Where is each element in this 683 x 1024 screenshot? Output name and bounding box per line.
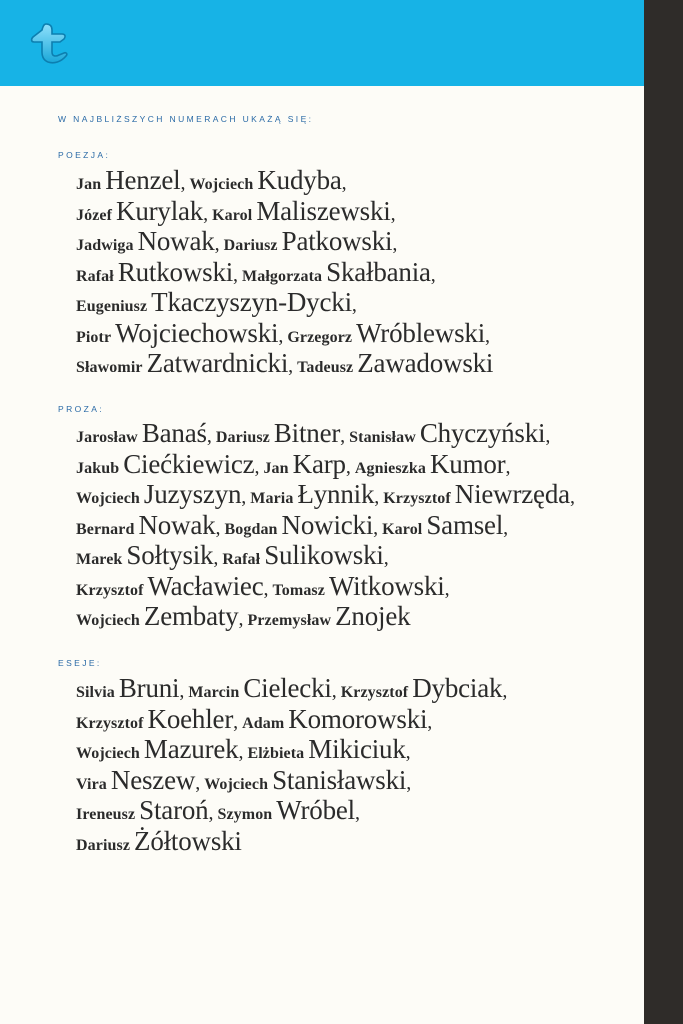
author-line	[76, 165, 640, 196]
author-last-name: Cielecki	[243, 673, 332, 703]
author-first-name: Adam	[242, 714, 285, 732]
author-first-name: Jan	[263, 459, 289, 477]
author-last-name: Henzel	[105, 165, 181, 195]
author-line	[76, 196, 640, 227]
author-first-name: Małgorzata	[242, 267, 323, 285]
author-first-name: Marcin	[188, 684, 240, 701]
name-separator: ,	[238, 608, 244, 630]
author-last-name: Zatwardnicki	[146, 348, 289, 378]
author-first-name: Maria	[250, 490, 294, 507]
author-last-name: Zawadowski	[357, 348, 494, 378]
name-separator: ,	[405, 741, 411, 763]
author-first-name: Marek	[76, 551, 123, 568]
author-last-name: Mikiciuk	[308, 734, 406, 764]
name-separator: ,	[179, 680, 185, 702]
author-line	[76, 734, 640, 765]
name-separator: ,	[233, 263, 239, 286]
author-line	[76, 418, 640, 449]
author-line	[76, 479, 640, 510]
author-first-name: Vira	[76, 775, 107, 793]
author-first-name: Wojciech	[189, 176, 254, 193]
author-first-name: Tadeusz	[297, 359, 354, 376]
author-last-name: Kumor	[429, 448, 506, 479]
author-first-name: Jarosław	[76, 429, 138, 446]
author-last-name: Patkowski	[281, 226, 393, 256]
author-line	[76, 571, 640, 602]
name-separator: ,	[254, 455, 260, 478]
author-last-name: Sulikowski	[264, 540, 384, 570]
author-first-name: Dariusz	[223, 237, 278, 254]
name-separator: ,	[238, 741, 244, 763]
name-separator: ,	[208, 802, 214, 824]
author-list	[76, 418, 640, 632]
name-separator: ,	[427, 710, 433, 733]
author-last-name: Karp	[292, 448, 346, 479]
name-separator: ,	[206, 425, 212, 447]
author-line	[76, 257, 640, 288]
name-separator: ,	[373, 516, 379, 539]
author-last-name: Bruni	[118, 673, 180, 703]
section-label: ESEJE:	[58, 658, 102, 668]
name-separator: ,	[215, 516, 221, 539]
author-last-name: Witkowski	[328, 570, 445, 601]
section-label: POEZJA:	[58, 150, 111, 160]
author-last-name: Nowak	[137, 226, 215, 256]
author-last-name: Wacławiec	[147, 570, 264, 601]
name-separator: ,	[263, 577, 269, 600]
author-first-name: Szymon	[217, 806, 273, 823]
name-separator: ,	[430, 263, 436, 286]
author-list	[76, 165, 640, 379]
author-last-name: Maliszewski	[256, 195, 391, 226]
name-separator: ,	[569, 486, 575, 508]
name-separator: ,	[383, 547, 389, 569]
author-last-name: Nowak	[138, 509, 216, 540]
author-last-name: Ciećkiewicz	[123, 448, 255, 479]
name-separator: ,	[331, 680, 337, 702]
author-last-name: Skałbania	[326, 256, 431, 287]
author-first-name: Krzysztof	[383, 490, 451, 507]
author-line	[76, 449, 640, 480]
author-list	[76, 673, 640, 856]
author-first-name: Krzysztof	[76, 581, 144, 599]
author-last-name: Stanisławski	[272, 764, 407, 795]
author-line	[76, 601, 640, 632]
author-last-name: Wróblewski	[356, 317, 485, 348]
name-separator: ,	[503, 516, 509, 539]
author-first-name: Stanisław	[349, 429, 416, 446]
author-line	[76, 318, 640, 349]
author-last-name: Mazurek	[143, 734, 239, 764]
top-banner	[0, 0, 644, 86]
name-separator: ,	[392, 233, 398, 255]
author-last-name: Koehler	[147, 703, 234, 734]
author-line	[76, 348, 640, 379]
name-separator: ,	[374, 486, 380, 508]
author-line	[76, 540, 640, 571]
author-last-name: Neszew	[110, 764, 196, 795]
author-last-name: Bitner	[273, 418, 341, 448]
author-last-name: Kurylak	[116, 195, 204, 226]
author-last-name: Dybciak	[412, 673, 503, 703]
author-first-name: Jadwiga	[76, 237, 134, 254]
author-line	[76, 287, 640, 318]
name-separator: ,	[214, 233, 220, 255]
author-first-name: Grzegorz	[287, 328, 353, 346]
name-separator: ,	[278, 324, 284, 347]
author-first-name: Karol	[382, 520, 423, 538]
author-last-name: Niewrzęda	[454, 479, 570, 509]
author-first-name: Bernard	[76, 520, 135, 538]
author-last-name: Zembaty	[143, 601, 239, 631]
author-line	[76, 510, 640, 541]
author-last-name: Banaś	[141, 418, 207, 448]
name-separator: ,	[180, 172, 186, 194]
name-separator: ,	[345, 455, 351, 478]
name-separator: ,	[288, 355, 294, 377]
author-first-name: Wojciech	[76, 612, 140, 629]
author-first-name: Rafał	[76, 267, 114, 285]
author-last-name: Komorowski	[288, 703, 428, 734]
name-separator: ,	[485, 324, 490, 347]
author-line	[76, 795, 640, 826]
author-first-name: Dariusz	[76, 836, 131, 854]
author-first-name: Józef	[76, 206, 113, 224]
name-separator: ,	[351, 294, 357, 316]
name-separator: ,	[340, 425, 346, 447]
author-last-name: Żółtowski	[134, 825, 242, 856]
author-line	[76, 226, 640, 257]
author-first-name: Dariusz	[215, 429, 270, 446]
name-separator: ,	[341, 172, 347, 194]
author-last-name: Rutkowski	[117, 256, 234, 287]
author-last-name: Staroń	[139, 795, 209, 825]
name-separator: ,	[390, 202, 396, 225]
author-first-name: Krzysztof	[76, 714, 144, 732]
author-last-name: Samsel	[426, 509, 504, 540]
author-first-name: Tomasz	[272, 581, 325, 599]
author-first-name: Silvia	[76, 684, 115, 701]
author-first-name: Przemysław	[247, 612, 332, 629]
author-first-name: Wojciech	[76, 745, 140, 762]
author-first-name: Elżbieta	[247, 745, 305, 762]
author-line	[76, 826, 640, 857]
author-first-name: Sławomir	[76, 359, 143, 376]
name-separator: ,	[233, 710, 239, 733]
author-line	[76, 765, 640, 796]
name-separator: ,	[505, 455, 511, 478]
page-heading: W NAJBLIŻSZYCH NUMERACH UKAŻĄ SIĘ:	[58, 114, 314, 124]
author-first-name: Karol	[212, 206, 253, 224]
author-first-name: Bogdan	[224, 520, 278, 538]
right-spine-bar	[644, 0, 683, 1024]
author-line	[76, 704, 640, 735]
name-separator: ,	[213, 547, 219, 569]
author-last-name: Łynnik	[297, 479, 375, 509]
name-separator: ,	[203, 202, 209, 225]
section-label: PROZA:	[58, 404, 105, 414]
author-first-name: Piotr	[76, 328, 112, 346]
author-first-name: Rafał	[222, 551, 261, 568]
name-separator: ,	[354, 802, 360, 824]
author-last-name: Wojciechowski	[115, 317, 279, 348]
author-last-name: Tkaczyszyn-Dycki	[151, 287, 352, 317]
author-last-name: Juzyszyn	[143, 479, 242, 509]
author-first-name: Wojciech	[204, 775, 269, 793]
author-first-name: Ireneusz	[76, 806, 136, 823]
author-last-name: Kudyba	[257, 165, 342, 195]
author-last-name: Wróbel	[276, 795, 355, 825]
author-last-name: Chyczyński	[419, 418, 546, 448]
author-first-name: Jakub	[76, 459, 120, 477]
author-last-name: Nowicki	[281, 509, 374, 540]
author-first-name: Wojciech	[76, 490, 140, 507]
name-separator: ,	[502, 680, 508, 702]
author-first-name: Krzysztof	[340, 684, 409, 701]
author-line	[76, 673, 640, 704]
name-separator: ,	[545, 425, 551, 447]
author-last-name: Sołtysik	[126, 540, 214, 570]
name-separator: ,	[406, 771, 412, 794]
name-separator: ,	[241, 486, 247, 508]
author-first-name: Jan	[76, 176, 102, 193]
author-last-name: Znojek	[335, 601, 411, 631]
name-separator: ,	[444, 577, 450, 600]
letter-t-logo-icon	[26, 20, 74, 68]
author-first-name: Eugeniusz	[76, 298, 148, 315]
author-first-name: Agnieszka	[354, 459, 426, 477]
name-separator: ,	[195, 771, 201, 794]
